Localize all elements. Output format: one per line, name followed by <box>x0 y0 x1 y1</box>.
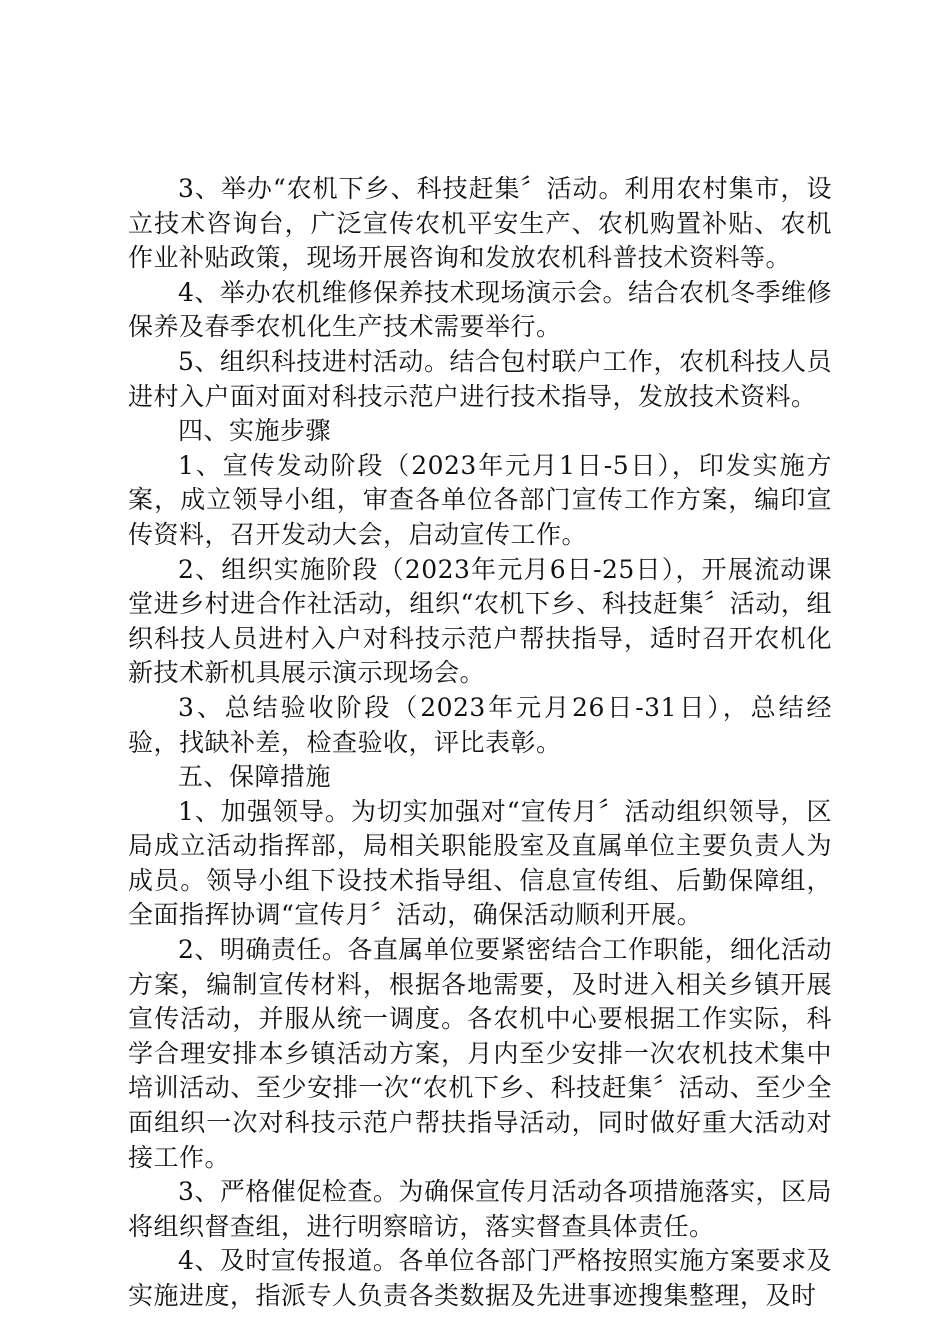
paragraph-measure-4: 4、及时宣传报道。各单位各部门严格按照实施方案要求及实施进度，指派专人负责各类数据及先进事迹搜集整理，及时 <box>128 1246 832 1310</box>
paragraph-step-2: 2、组织实施阶段（2023年元月6日-25日），开展流动课堂进乡村进合作社活动，组织“农机下乡、科技赶集〞活动，组织科技人员进村入户对科技示范户帮扶指导，适时召开农机化新技术新机具展示演示现场会。 <box>128 554 832 688</box>
paragraph-step-3: 3、总结验收阶段（2023年元月26日-31日），总结经验，找缺补差，检查验收，评比表彰。 <box>128 692 832 757</box>
section-heading-implementation-steps: 四、实施步骤 <box>178 416 332 446</box>
document-body <box>128 172 832 1314</box>
section-heading-guarantee-measures: 五、保障措施 <box>178 762 332 792</box>
paragraph-measure-2: 2、明确责任。各直属单位要紧密结合工作职能，细化活动方案，编制宣传材料，根据各地需要，及时进入相关乡镇开展宣传活动，并服从统一调度。各农机中心要根据工作实际，科学合理安排本乡镇活动方案，月内至少安排一次农机技术集中培训活动、至少安排一次“农机下乡、科技赶集〞活动、至少全面组织一次对科技示范户帮扶指导活动，同时做好重大活动对接工作。 <box>128 935 832 1172</box>
paragraph-measure-3: 3、严格催促检查。为确保宣传月活动各项措施落实，区局将组织督查组，进行明察暗访，落实督查具体责任。 <box>128 1177 832 1241</box>
paragraph-measure-1: 1、加强领导。为切实加强对“宣传月〞活动组织领导，区局成立活动指挥部，局相关职能股室及直属单位主要负责人为成员。领导小组下设技术指导组、信息宣传组、后勤保障组，全面指挥协调“宣传月〞活动，确保活动顺利开展。 <box>128 796 832 930</box>
paragraph-item-3: 3、举办“农机下乡、科技赶集〞活动。利用农村集市，设立技术咨询台，广泛宣传农机平安生产、农机购置补贴、农机作业补贴政策，现场开展咨询和发放农机科普技术资料等。 <box>128 174 832 273</box>
paragraph-item-5: 5、组织科技进村活动。结合包村联户工作，农机科技人员进村入户面对面对科技示范户进行技术指导，发放技术资料。 <box>128 346 832 411</box>
paragraph-step-1: 1、宣传发动阶段（2023年元月1日-5日），印发实施方案，成立领导小组，审查各单位各部门宣传工作方案，编印宣传资料，召开发动大会，启动宣传工作。 <box>128 450 832 549</box>
paragraph-item-4: 4、举办农机维修保养技术现场演示会。结合农机冬季维修保养及春季农机化生产技术需要举行。 <box>128 277 832 342</box>
